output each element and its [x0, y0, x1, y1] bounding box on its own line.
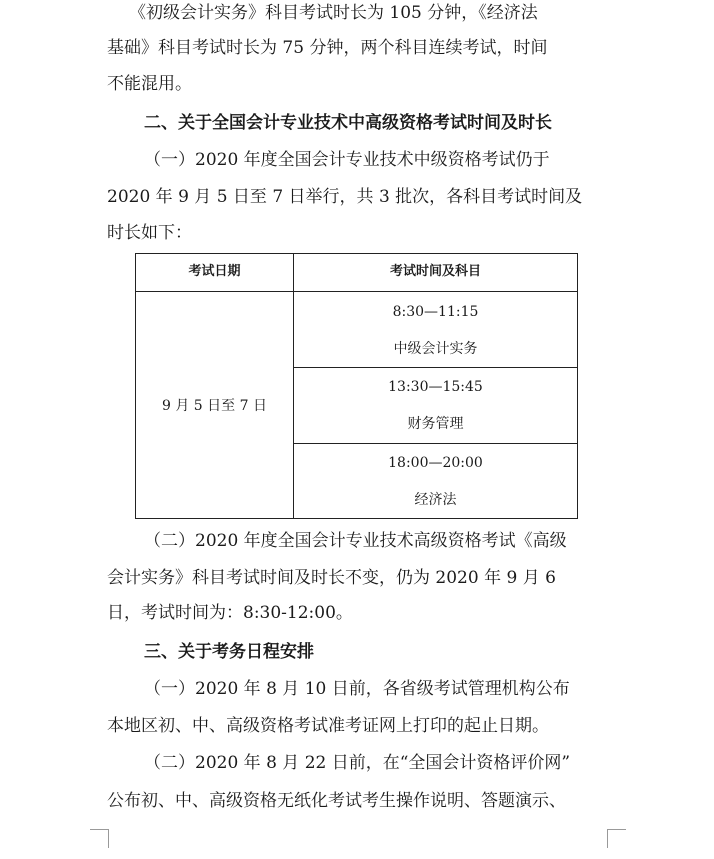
text-line: 不能混用。 [107, 74, 192, 94]
table-cell-date: 9 月 5 日至 7 日 [162, 398, 267, 414]
session-subject: 财务管理 [407, 416, 464, 432]
text-line: （一）2020 年 8 月 10 日前，各省级考试管理机构公布 [144, 679, 570, 699]
session-time: 18:00—20:00 [388, 455, 483, 471]
text-line: 2020 年 9 月 5 日至 7 日举行，共 3 批次，各科目考试时间及 [107, 187, 583, 207]
text-line: 会计实务》科目考试时间及时长不变，仍为 2020 年 9 月 6 [107, 568, 556, 588]
text-line: 日，考试时间为：8:30-12:00。 [107, 603, 353, 623]
table-header-divider [136, 291, 577, 292]
table-row-divider [293, 443, 577, 444]
text-line: 时长如下： [107, 223, 192, 243]
text-line: （二）2020 年 8 月 22 日前，在“全国会计资格评价网” [144, 753, 571, 773]
section-heading: 三、关于考务日程安排 [144, 642, 314, 662]
table-header-time-subject: 考试时间及科目 [389, 264, 481, 279]
session-time: 13:30—15:45 [388, 379, 483, 395]
exam-schedule-table [135, 253, 578, 519]
page-corner-mark-right [607, 829, 626, 848]
text-line: （二）2020 年度全国会计专业技术高级资格考试《高级 [144, 531, 567, 551]
table-row-divider [293, 367, 577, 368]
text-line: 本地区初、中、高级资格考试准考证网上打印的起止日期。 [107, 716, 549, 736]
table-header-date: 考试日期 [188, 264, 241, 279]
text-line: 公布初、中、高级资格无纸化考试考生操作说明、答题演示、 [107, 791, 566, 811]
page-corner-mark-left [90, 829, 109, 848]
text-line: 基础》科目考试时长为 75 分钟，两个科目连续考试，时间 [107, 38, 548, 58]
session-time: 8:30—11:15 [392, 304, 479, 320]
session-subject: 中级会计实务 [393, 341, 478, 357]
section-heading: 二、关于全国会计专业技术中高级资格考试时间及时长 [144, 113, 552, 133]
text-line: （一）2020 年度全国会计专业技术中级资格考试仍于 [144, 150, 550, 170]
text-line: 《初级会计实务》科目考试时长为 105 分钟，《经济法 [129, 3, 538, 23]
session-subject: 经济法 [414, 492, 457, 508]
